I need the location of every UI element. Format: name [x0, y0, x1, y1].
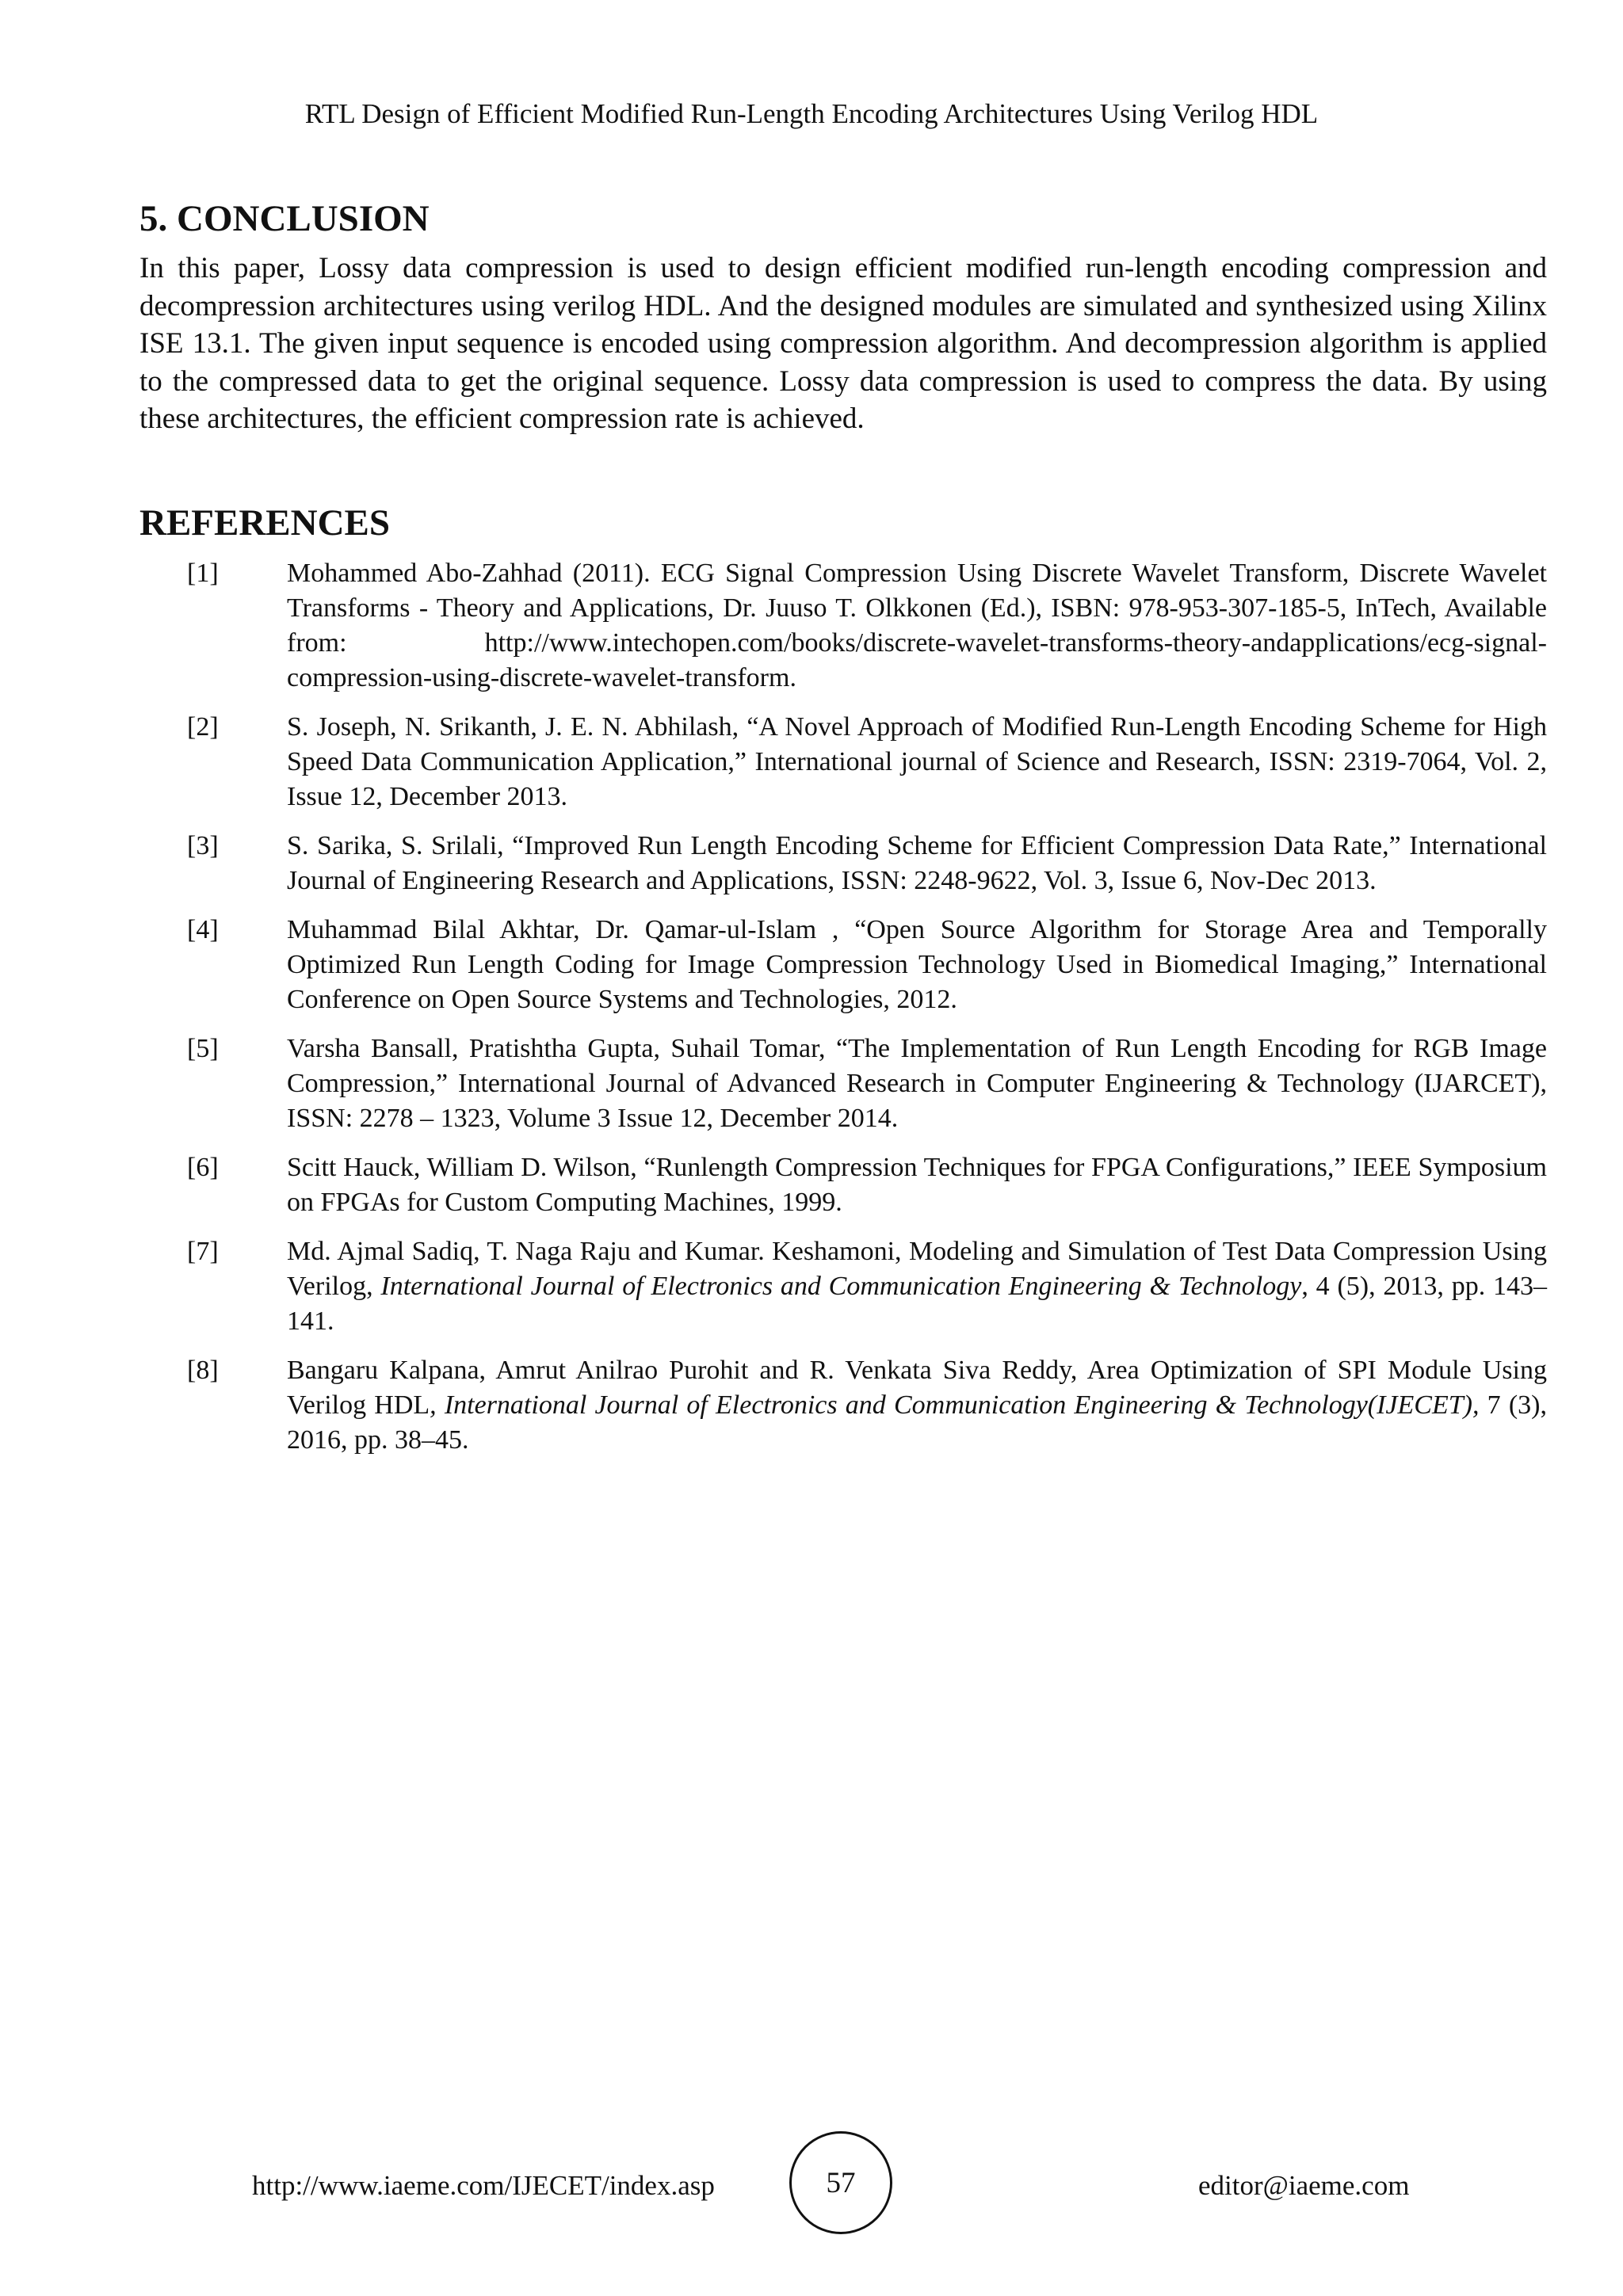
reference-number: [5] — [187, 1034, 219, 1063]
conclusion-heading: 5. CONCLUSION — [139, 198, 430, 239]
reference-number: [1] — [187, 559, 219, 588]
page-number: 57 — [826, 2166, 856, 2199]
running-header: RTL Design of Efficient Modified Run-Length Encoding Architectures Using Verilog HDL — [304, 98, 1319, 129]
reference-item-3 — [0, 829, 1623, 898]
conclusion-paragraph: In this paper, Lossy data compression is used to design efficient modified run-length encoding compression and decompression architectures using verilog HDL. And the designed modules are simulated and synthesized using Xilinx ISE 13.1. The given input sequence is encoded using compression algorithm. And decompression algorithm is applied to the compressed data to get the original sequence. Lossy data compression is used to compress the data. By using these architectures, the efficient compression rate is achieved. — [139, 252, 1547, 435]
footer-email[interactable]: editor@iaeme.com — [1198, 2170, 1410, 2201]
reference-item-5 — [0, 1032, 1623, 1136]
reference-number: [6] — [187, 1153, 219, 1182]
reference-list — [0, 556, 1623, 1472]
reference-authors-title: Md. Ajmal Sadiq, T. Naga Raju and Kumar. Keshamoni, Modeling and Simulation of Test Data Compression Using Verilog, — [287, 1237, 1547, 1301]
reference-item-2 — [0, 710, 1623, 814]
reference-item-1 — [0, 556, 1623, 696]
reference-journal: , International Journal of Electronics and Communication Engineering & Technology(IJECET), — [430, 1390, 1480, 1420]
reference-number: [2] — [187, 712, 219, 742]
reference-text: S. Joseph, N. Srikanth, J. E. N. Abhilash, “A Novel Approach of Modified Run-Length Encoding Scheme for High Speed Data Communication Application,” International journal of Science and Research, ISSN: 2319-7064, Vol. 2, Issue 12, December 2013. — [287, 712, 1547, 811]
reference-authors-title: Bangaru Kalpana, Amrut Anilrao Purohit and R. Venkata Siva Reddy, Area Optimization of SPI Module Using Verilog HDL — [287, 1356, 1547, 1420]
reference-number: [3] — [187, 831, 219, 860]
reference-number: [7] — [187, 1237, 219, 1266]
footer-journal-url[interactable]: http://www.iaeme.com/IJECET/index.asp — [252, 2170, 715, 2201]
reference-volume-pages: , 4 (5), 2013, pp. 143–141. — [287, 1272, 1548, 1336]
reference-text: S. Sarika, S. Srilali, “Improved Run Length Encoding Scheme for Efficient Compression Data Rate,” International Journal of Engineering Research and Applications, ISSN: 2248-9622, Vol. 3, Issue 6, Nov-Dec 2013. — [287, 831, 1547, 895]
reference-text: Varsha Bansall, Pratishtha Gupta, Suhail Tomar, “The Implementation of Run Length Encoding for RGB Image Compression,” International Journal of Advanced Research in Computer Engineering & Technology (IJARCET), ISSN: 2278 – 1323, Volume 3 Issue 12, December 2014. — [287, 1034, 1547, 1133]
reference-text — [287, 1234, 1547, 1339]
reference-item-7 — [0, 1234, 1623, 1339]
references-heading: REFERENCES — [139, 502, 391, 543]
reference-journal: International Journal of Electronics and Communication Engineering & Technology — [380, 1272, 1302, 1301]
reference-text: Muhammad Bilal Akhtar, Dr. Qamar-ul-Islam , “Open Source Algorithm for Storage Area and Temporally Optimized Run Length Coding for Image Compression Technology Used in Biomedical Imaging,” International Conference on Open Source Systems and Technologies, 2012. — [287, 915, 1547, 1014]
reference-text: Scitt Hauck, William D. Wilson, “Runlength Compression Techniques for FPGA Configurations,” IEEE Symposium on FPGAs for Custom Computing Machines, 1999. — [287, 1153, 1547, 1217]
reference-item-4 — [0, 913, 1623, 1017]
reference-item-6 — [0, 1150, 1623, 1220]
reference-volume-pages: 7 (3), 2016, pp. 38–45. — [287, 1390, 1547, 1455]
page-number-badge — [789, 2131, 892, 2234]
reference-number: [8] — [187, 1356, 219, 1385]
reference-text — [287, 1353, 1547, 1458]
reference-item-8 — [0, 1353, 1623, 1458]
reference-text: Mohammed Abo-Zahhad (2011). ECG Signal Compression Using Discrete Wavelet Transform, Discrete Wavelet Transforms - Theory and Applications, Dr. Juuso T. Olkkonen (Ed.), ISBN: 978-953-307-185-5, InTech, Available from: http://www.intechopen.com/books/discrete-wavelet-transforms-theory-andapplications/ecg-signal-compression-using-discrete-wavelet-transform. — [287, 559, 1547, 692]
reference-number: [4] — [187, 915, 219, 944]
